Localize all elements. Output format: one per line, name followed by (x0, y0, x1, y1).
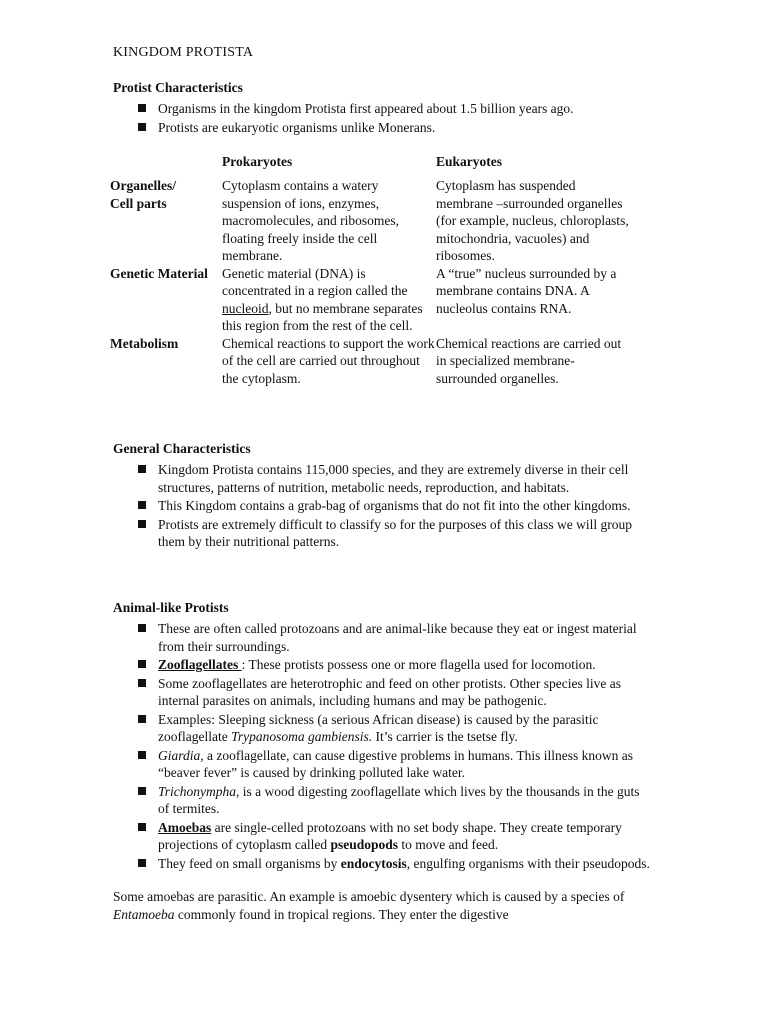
table-header-row (110, 153, 630, 177)
cell-prokaryote: Cytoplasm contains a watery suspension of ions, enzymes, macromolecules, and ribosomes, floating freely inside the cell membrane. (222, 178, 399, 263)
list-item-text: a zooflagellate, can cause digestive problems in humans. This illness known as “beaver fever” is caused by drinking polluted lake water. (158, 747, 634, 780)
row-label-line: Organelles/ (110, 178, 176, 193)
page-title: KINGDOM PROTISTA (113, 45, 254, 60)
genus-name: Entamoeba (113, 907, 175, 922)
list-item-text: are single-celled protozoans with no set body shape. They create temporary projections of cytoplasm called (158, 819, 622, 852)
list-item-text: , engulfing organisms with their pseudopods. (406, 855, 650, 871)
cell-eukaryote: A “true” nucleus surrounded by a membrane contains DNA. A nucleolus contains RNA. (436, 265, 617, 316)
list-item-text: Examples: Sleeping sickness (a serious African disease) is caused by the parasitic zooflagellate (158, 711, 599, 744)
list-item: This Kingdom contains a grab-bag of organisms that do not fit into the other kingdoms. (134, 497, 652, 515)
species-name: Trypanosoma gambiensis. (231, 729, 373, 744)
endocytosis-term: endocytosis (340, 855, 407, 871)
table-row (110, 177, 630, 265)
cell-prokaryote: Chemical reactions to support the work of the cell are carried out throughout the cytoplasm. (222, 335, 435, 386)
nucleoid-term: nucleoid (222, 300, 269, 316)
list-item: Some zooflagellates are heterotrophic and feed on other protists. Other species live as internal parasites on animals, including humans and may be pathogenic. (134, 675, 652, 710)
cell-text: Genetic material (DNA) is concentrated in a region called the (222, 265, 408, 298)
list-item (134, 747, 652, 782)
paragraph-text: commonly found in tropical regions. They enter the digestive (174, 907, 509, 922)
list-item: Protists are extremely difficult to classify so for the purposes of this class we will group them by their nutritional patterns. (134, 516, 652, 551)
cell-prokaryote (222, 265, 436, 335)
amoebas-term: Amoebas (158, 819, 212, 835)
protist-characteristics-list (134, 100, 654, 137)
list-item (134, 656, 652, 674)
table-row (110, 335, 630, 388)
list-item (134, 819, 652, 854)
list-item (134, 783, 652, 818)
column-header-prokaryotes: Prokaryotes (222, 154, 293, 169)
cell-eukaryote: Chemical reactions are carried out in specialized membrane-surrounded organelles. (436, 335, 622, 386)
row-label-metabolism: Metabolism (110, 335, 179, 351)
list-item-text: It’s carrier is the tsetse fly. (372, 729, 518, 744)
animal-like-protists-heading: Animal-like Protists (113, 600, 229, 615)
row-label-line: Cell parts (110, 195, 167, 211)
protist-characteristics-heading: Protist Characteristics (113, 80, 243, 95)
paragraph-text: Some amoebas are parasitic. An example is amoebic dysentery which is caused by a species of (113, 889, 625, 904)
list-item-text: to move and feed. (398, 837, 499, 852)
list-item-text: : These protists possess one or more flagella used for locomotion. (241, 657, 596, 672)
column-header-eukaryotes: Eukaryotes (436, 154, 503, 169)
comparison-table (110, 153, 630, 387)
table-row (110, 265, 630, 335)
closing-paragraph (113, 888, 638, 924)
row-label-genetic-material: Genetic Material (110, 265, 208, 281)
list-item: Protists are eukaryotic organisms unlike Monerans. (134, 119, 654, 137)
animal-like-protists-list (134, 620, 652, 873)
list-item-text: is a wood digesting zooflagellate which lives by the thousands in the guts of termites. (158, 783, 640, 816)
cell-text: , but no membrane separates this region from the rest of the cell. (222, 300, 423, 333)
list-item (134, 855, 652, 873)
species-name: Giardia, (158, 747, 204, 763)
species-name: Trichonympha, (158, 783, 240, 799)
list-item (134, 711, 652, 746)
cell-eukaryote: Cytoplasm has suspended membrane –surrounded organelles (for example, nucleus, chloroplasts, mitochondria, vacuoles) and ribosomes. (436, 178, 629, 263)
row-label-organelles (110, 177, 222, 265)
pseudopods-term: pseudopods (330, 837, 398, 852)
general-characteristics-list (134, 461, 652, 552)
zooflagellates-term: Zooflagellates (158, 657, 242, 672)
list-item: These are often called protozoans and are animal-like because they eat or ingest material from their surroundings. (134, 620, 652, 655)
list-item: Kingdom Protista contains 115,000 species, and they are extremely diverse in their cell structures, patterns of nutrition, metabolic needs, reproduction, and habitats. (134, 461, 652, 496)
general-characteristics-heading: General Characteristics (113, 441, 251, 456)
list-item: Organisms in the kingdom Protista first appeared about 1.5 billion years ago. (134, 100, 654, 118)
list-item-text: They feed on small organisms by (158, 855, 341, 871)
